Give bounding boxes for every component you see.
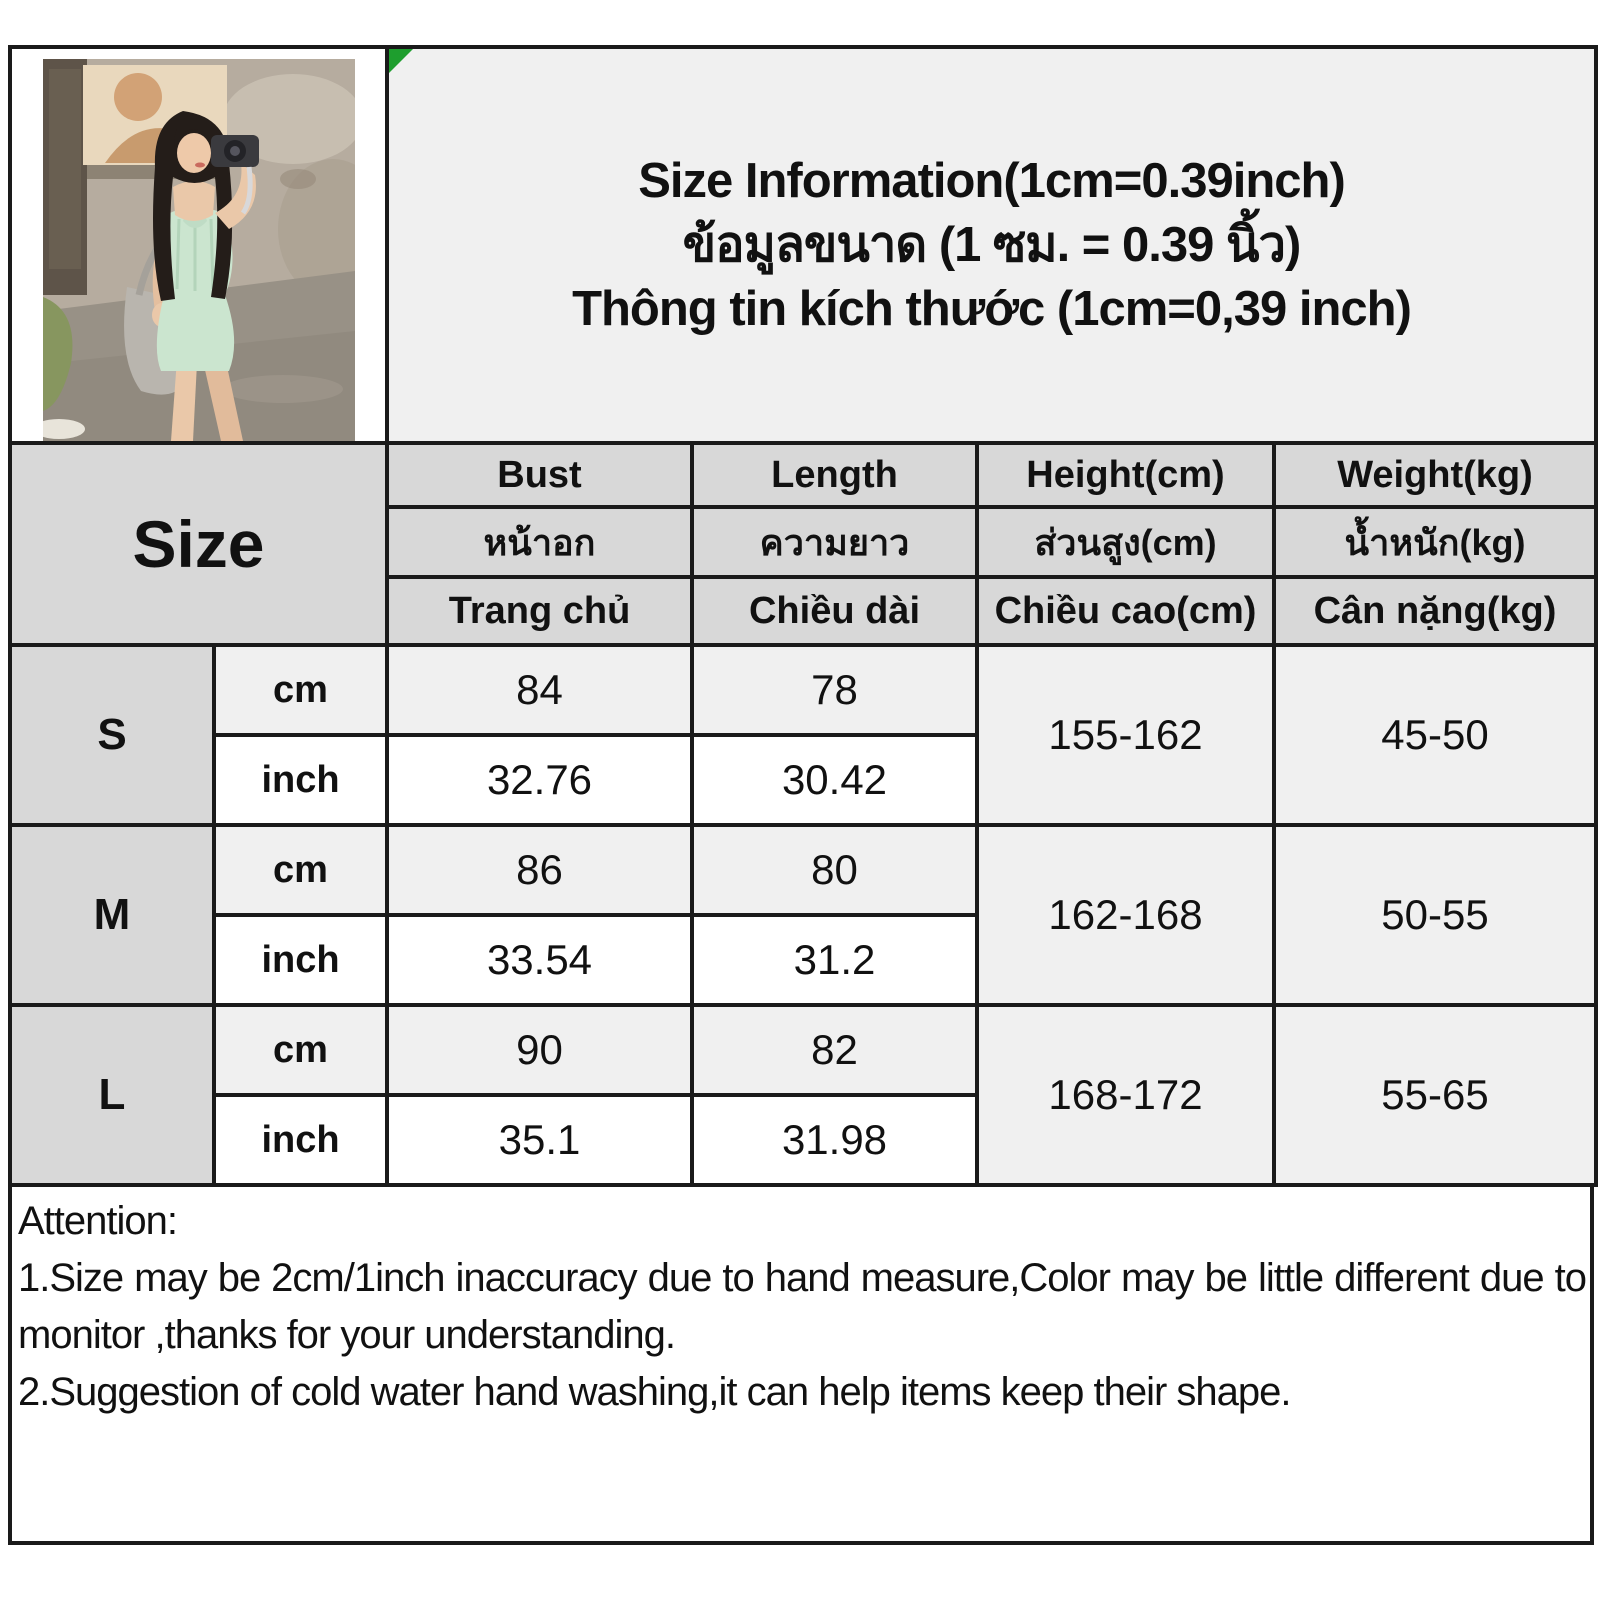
- col-header-length-en: Length: [692, 443, 977, 507]
- unit-inch-s: inch: [214, 735, 387, 825]
- title-cell: [387, 47, 1596, 443]
- l-length-inch: 31.98: [692, 1095, 977, 1185]
- attention-section: [8, 1187, 1594, 1545]
- l-bust-inch: 35.1: [387, 1095, 692, 1185]
- s-height: 155-162: [977, 645, 1274, 825]
- col-header-bust-th: หน้าอก: [387, 507, 692, 577]
- col-header-length-th: ความยาว: [692, 507, 977, 577]
- product-photo-cell: [10, 47, 387, 443]
- s-length-cm: 78: [692, 645, 977, 735]
- attention-heading: Attention:: [18, 1199, 178, 1243]
- green-corner-marker-icon: [389, 49, 413, 73]
- size-label-l: L: [10, 1005, 214, 1185]
- unit-inch-l: inch: [214, 1095, 387, 1185]
- col-header-bust-en: Bust: [387, 443, 692, 507]
- title-vi: Thông tin kích thước (1cm=0,39 inch): [572, 282, 1411, 336]
- size-chart-sheet: [8, 45, 1594, 1545]
- m-length-cm: 80: [692, 825, 977, 915]
- l-height: 168-172: [977, 1005, 1274, 1185]
- unit-cm-l: cm: [214, 1005, 387, 1095]
- attention-note-1: 1.Size may be 2cm/1inch inaccuracy due to hand measure,Color may be little different due to monitor ,thanks for your understanding.: [18, 1256, 1586, 1357]
- m-height: 162-168: [977, 825, 1274, 1005]
- s-weight: 45-50: [1274, 645, 1596, 825]
- col-header-height-th: ส่วนสูง(cm): [977, 507, 1274, 577]
- col-header-height-vi: Chiều cao(cm): [977, 577, 1274, 645]
- m-bust-inch: 33.54: [387, 915, 692, 1005]
- size-table: [8, 45, 1598, 1187]
- unit-inch-m: inch: [214, 915, 387, 1005]
- m-length-inch: 31.2: [692, 915, 977, 1005]
- title-en: Size Information(1cm=0.39inch): [638, 154, 1345, 208]
- col-header-weight-en: Weight(kg): [1274, 443, 1596, 507]
- col-header-weight-th: น้ำหนัก(kg): [1274, 507, 1596, 577]
- l-bust-cm: 90: [387, 1005, 692, 1095]
- unit-cm-m: cm: [214, 825, 387, 915]
- product-photo: [43, 59, 355, 441]
- s-bust-inch: 32.76: [387, 735, 692, 825]
- col-header-bust-vi: Trang chủ: [387, 577, 692, 645]
- l-length-cm: 82: [692, 1005, 977, 1095]
- unit-cm-s: cm: [214, 645, 387, 735]
- title-th: ข้อมูลขนาด (1 ซม. = 0.39 นิ้ว): [682, 218, 1301, 272]
- m-bust-cm: 86: [387, 825, 692, 915]
- m-weight: 50-55: [1274, 825, 1596, 1005]
- col-header-weight-vi: Cân nặng(kg): [1274, 577, 1596, 645]
- attention-note-2: 2.Suggestion of cold water hand washing,it can help items keep their shape.: [18, 1370, 1291, 1414]
- size-label-s: S: [10, 645, 214, 825]
- col-header-height-en: Height(cm): [977, 443, 1274, 507]
- l-weight: 55-65: [1274, 1005, 1596, 1185]
- col-header-length-vi: Chiều dài: [692, 577, 977, 645]
- s-length-inch: 30.42: [692, 735, 977, 825]
- size-label-m: M: [10, 825, 214, 1005]
- s-bust-cm: 84: [387, 645, 692, 735]
- size-header-cell: Size: [10, 443, 387, 645]
